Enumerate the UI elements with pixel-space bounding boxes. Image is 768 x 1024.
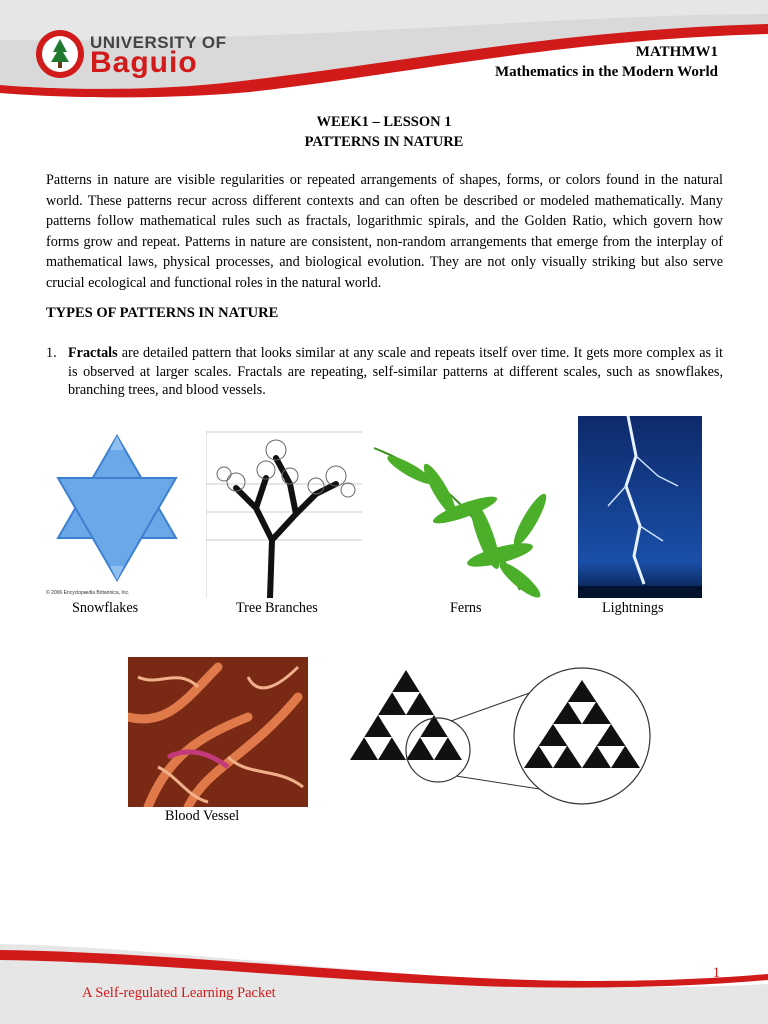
lightning-image (578, 416, 702, 598)
list-item-fractals (46, 344, 723, 400)
copyright-text: © 2006 Encyclopædia Britannica, Inc. (46, 590, 130, 596)
fractals-description: are detailed pattern that looks similar at any scale and repeats itself over time. It gets more complex as it is observed at larger scales. Fractals are repeating, self-similar patterns at different scales, such as snowflakes, branching trees, and blood vessels. (68, 345, 723, 398)
caption-tree-branches: Tree Branches (236, 600, 318, 616)
footer-banner (0, 944, 768, 1024)
footer-packet-label: A Self-regulated Learning Packet (82, 985, 276, 1001)
lesson-title: PATTERNS IN NATURE (304, 134, 464, 150)
caption-ferns: Ferns (450, 600, 482, 616)
caption-snowflakes: Snowflakes (72, 600, 139, 616)
lesson-title-block (0, 112, 768, 152)
snowflake-image (44, 428, 190, 598)
course-code: MATHMW1 (635, 44, 718, 60)
intro-paragraph: Patterns in nature are visible regularities or repeated arrangements of shapes, forms, or colors found in the natural world. These patterns recur across different contexts and can often be described or modeled mathematically. Many patterns follow mathematical rules such as fractals, logarithmic spirals, and the Golden Ratio, which govern how forms grow and repeat. Patterns in nature are consistent, non-random arrangements that emerge from the interplay of mathematical laws, physical processes, and biological evolution. They are not only visually striking but also serve crucial ecological and functional roles in the natural world. (46, 172, 723, 291)
term-fractals: Fractals (68, 345, 118, 361)
list-number: 1. (46, 345, 57, 361)
university-name-line2: Baguio (90, 46, 198, 79)
course-info (495, 42, 718, 82)
lesson-week: WEEK1 – LESSON 1 (316, 114, 452, 130)
caption-lightnings: Lightnings (602, 600, 664, 616)
caption-blood-vessel: Blood Vessel (165, 808, 240, 824)
section-heading: TYPES OF PATTERNS IN NATURE (46, 305, 279, 321)
page-number: 1 (712, 965, 720, 981)
university-seal-logo (34, 28, 86, 80)
course-name: Mathematics in the Modern World (494, 64, 718, 80)
blood-vessel-image (128, 657, 308, 807)
tree-branches-image (206, 428, 362, 598)
university-name-line1: UNIVERSITY OF (90, 33, 227, 52)
sierpinski-triangle-image (346, 664, 656, 814)
fern-image (370, 440, 566, 600)
